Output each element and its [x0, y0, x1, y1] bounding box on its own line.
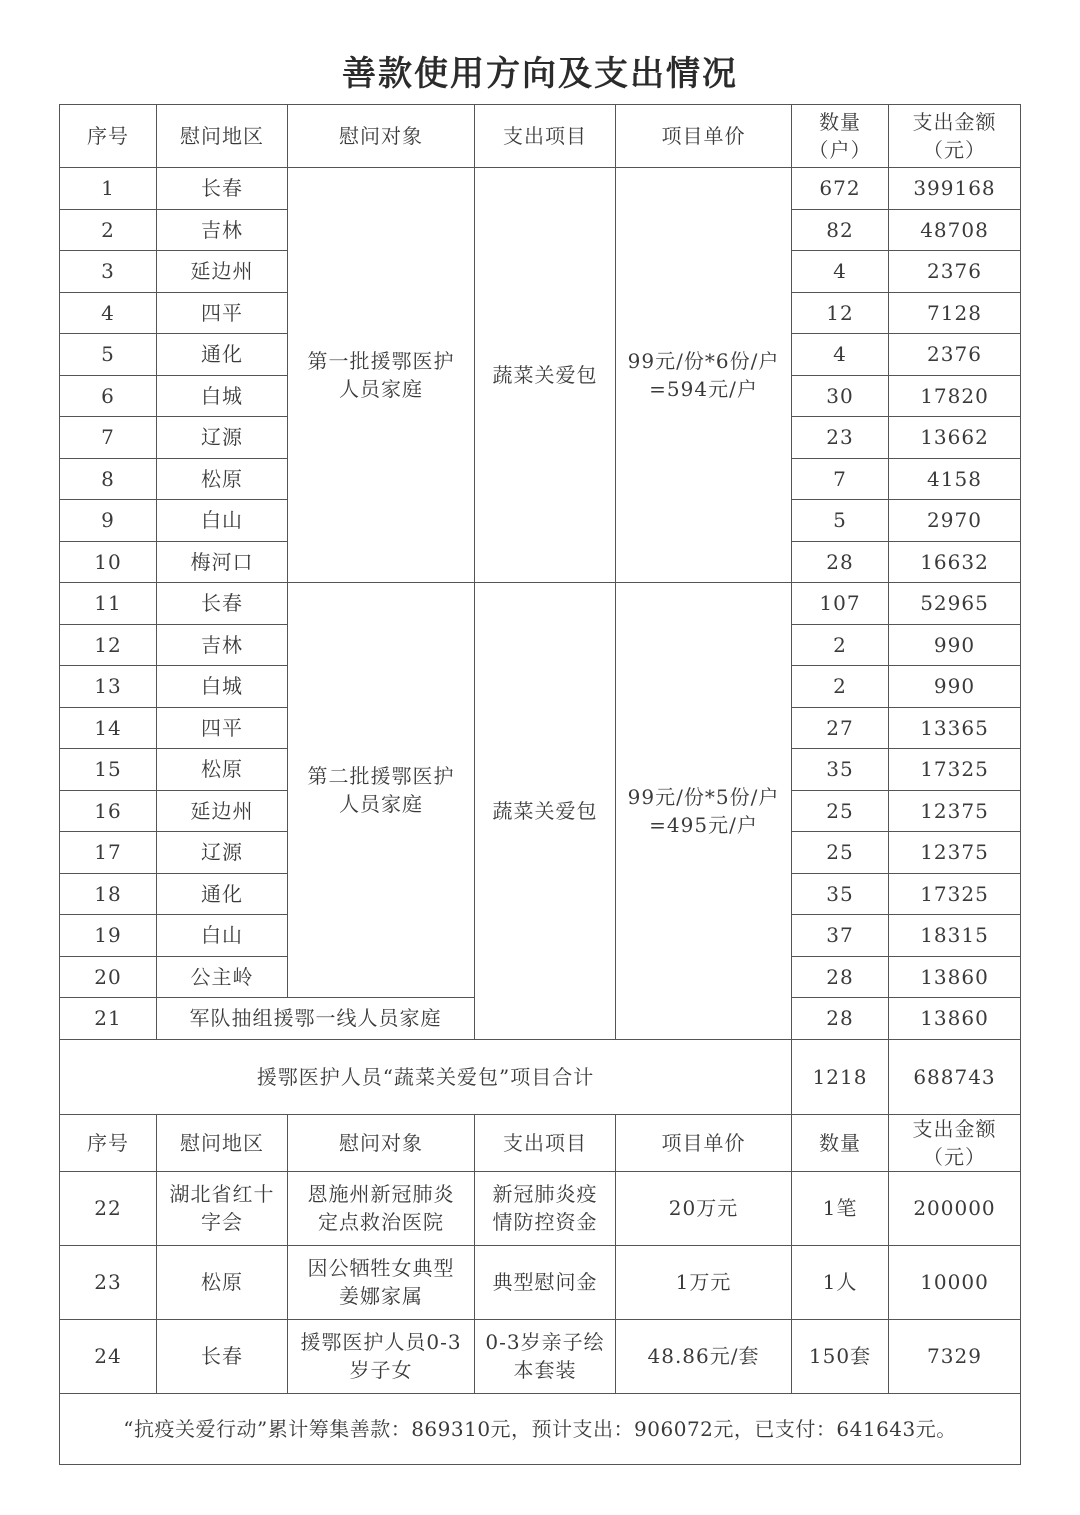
- cell-seq: 24: [60, 1319, 157, 1393]
- cell-amount: 12375: [889, 832, 1021, 874]
- cell-region: 辽源: [157, 832, 288, 874]
- cell-qty: 4: [792, 334, 889, 376]
- cell-item-line2: 情防控资金: [492, 1210, 598, 1234]
- cell-qty: 5: [792, 500, 889, 542]
- group1-price-line2: =594元/户: [649, 377, 758, 401]
- cell-qty: 82: [792, 209, 889, 251]
- group1-price-line1: 99元/份*6份/户: [627, 349, 780, 373]
- subtotal-label: 援鄂医护人员“蔬菜关爱包”项目合计: [60, 1039, 792, 1114]
- cell-target-line2: 定点救治医院: [318, 1210, 444, 1234]
- cell-target-line1: 因公牺牲女典型: [307, 1256, 455, 1280]
- header-price: 项目单价: [616, 105, 792, 168]
- header2-item: 支出项目: [475, 1114, 616, 1171]
- cell-seq: 13: [60, 666, 157, 708]
- cell-target-line1: 援鄂医护人员0-3: [300, 1330, 462, 1354]
- cell-qty: 107: [792, 583, 889, 625]
- cell-price: 20万元: [616, 1171, 792, 1245]
- header-amount-line2: （元）: [923, 138, 986, 162]
- group2-item: 蔬菜关爱包: [475, 583, 616, 1040]
- cell-target-line2: 姜娜家属: [339, 1284, 423, 1308]
- cell-qty: 28: [792, 998, 889, 1040]
- group1-target-line1: 第一批援鄂医护: [307, 349, 455, 373]
- header2-qty: 数量: [792, 1114, 889, 1171]
- cell-amount: 18315: [889, 915, 1021, 957]
- group2-target-line2: 人员家庭: [339, 792, 423, 816]
- cell-qty: 30: [792, 375, 889, 417]
- cell-seq: 7: [60, 417, 157, 459]
- cell-item-line1: 0-3岁亲子绘: [485, 1330, 605, 1354]
- group1-price: [616, 168, 792, 583]
- cell-item: 典型慰问金: [475, 1245, 616, 1319]
- cell-seq: 2: [60, 209, 157, 251]
- cell-qty: 12: [792, 292, 889, 334]
- cell-qty: 7: [792, 458, 889, 500]
- header2-amount-line2: （元）: [923, 1144, 986, 1169]
- cell-region: 松原: [157, 749, 288, 791]
- cell-qty: 37: [792, 915, 889, 957]
- cell-region-line1: 湖北省红十: [169, 1182, 275, 1206]
- cell-seq: 16: [60, 790, 157, 832]
- cell-amount: 13365: [889, 707, 1021, 749]
- cell-seq: 20: [60, 956, 157, 998]
- header-seq: 序号: [60, 105, 157, 168]
- cell-seq: 15: [60, 749, 157, 791]
- cell-amount: 13662: [889, 417, 1021, 459]
- header2-seq: 序号: [60, 1114, 157, 1171]
- table-row: [60, 1171, 1021, 1245]
- cell-region: 松原: [157, 1245, 288, 1319]
- cell-qty: 35: [792, 873, 889, 915]
- cell-seq: 18: [60, 873, 157, 915]
- header2-region: 慰问地区: [157, 1114, 288, 1171]
- cell-seq: 23: [60, 1245, 157, 1319]
- header-qty: [792, 105, 889, 168]
- header-item: 支出项目: [475, 105, 616, 168]
- cell-item-line1: 新冠肺炎疫: [492, 1182, 598, 1206]
- cell-target: [288, 1171, 475, 1245]
- cell-target: [288, 1245, 475, 1319]
- cell-region: 吉林: [157, 624, 288, 666]
- cell-region: [157, 1171, 288, 1245]
- table-row: [60, 1319, 1021, 1393]
- cell-seq: 3: [60, 251, 157, 293]
- cell-amount: 7329: [889, 1319, 1021, 1393]
- cell-amount: 52965: [889, 583, 1021, 625]
- subtotal-qty: 1218: [792, 1039, 889, 1114]
- header2-price: 项目单价: [616, 1114, 792, 1171]
- cell-region: 公主岭: [157, 956, 288, 998]
- cell-region: 松原: [157, 458, 288, 500]
- cell-amount: 17325: [889, 749, 1021, 791]
- cell-qty: 4: [792, 251, 889, 293]
- header2-amount-line1: 支出金额: [912, 1116, 997, 1141]
- group2-target-line1: 第二批援鄂医护: [307, 764, 455, 788]
- cell-seq: 17: [60, 832, 157, 874]
- cell-amount: 17325: [889, 873, 1021, 915]
- cell-seq: 5: [60, 334, 157, 376]
- group2-target: [288, 583, 475, 998]
- cell-region: 四平: [157, 292, 288, 334]
- cell-qty: 1笔: [792, 1171, 889, 1245]
- cell-region: 白山: [157, 500, 288, 542]
- cell-seq: 11: [60, 583, 157, 625]
- cell-qty: 672: [792, 168, 889, 210]
- cell-qty: 35: [792, 749, 889, 791]
- table-row: [60, 583, 1021, 625]
- cell-amount: 990: [889, 624, 1021, 666]
- cell-region: 四平: [157, 707, 288, 749]
- expenditure-table: [59, 104, 1021, 1465]
- cell-region: 通化: [157, 334, 288, 376]
- cell-region-target: 军队抽组援鄂一线人员家庭: [157, 998, 475, 1040]
- header2-amount: [889, 1114, 1021, 1171]
- cell-qty: 2: [792, 624, 889, 666]
- table-header-row: [60, 105, 1021, 168]
- header-region: 慰问地区: [157, 105, 288, 168]
- cell-qty: 27: [792, 707, 889, 749]
- cell-seq: 6: [60, 375, 157, 417]
- header-qty-line2: （户）: [808, 138, 872, 162]
- footer-summary: “抗疫关爱行动”累计筹集善款：869310元，预计支出：906072元，已支付：641643元。: [60, 1393, 1021, 1464]
- group2-price-line2: =495元/户: [649, 812, 758, 837]
- cell-item: [475, 1171, 616, 1245]
- cell-qty: 28: [792, 541, 889, 583]
- group2-price: [616, 583, 792, 1040]
- cell-amount: 10000: [889, 1245, 1021, 1319]
- cell-price: 48.86元/套: [616, 1319, 792, 1393]
- cell-seq: 19: [60, 915, 157, 957]
- header2-target: 慰问对象: [288, 1114, 475, 1171]
- cell-region: 梅河口: [157, 541, 288, 583]
- group1-item: 蔬菜关爱包: [475, 168, 616, 583]
- header-amount-line1: 支出金额: [912, 110, 997, 134]
- header-qty-line1: 数量: [819, 110, 861, 134]
- cell-seq: 1: [60, 168, 157, 210]
- group1-target-line2: 人员家庭: [339, 377, 423, 401]
- header-target: 慰问对象: [288, 105, 475, 168]
- cell-region: 延边州: [157, 251, 288, 293]
- cell-amount: 4158: [889, 458, 1021, 500]
- cell-qty: 23: [792, 417, 889, 459]
- cell-qty: 150套: [792, 1319, 889, 1393]
- subtotal-row: [60, 1039, 1021, 1114]
- cell-seq: 10: [60, 541, 157, 583]
- subtotal-amount: 688743: [889, 1039, 1021, 1114]
- cell-amount: 13860: [889, 956, 1021, 998]
- cell-amount: 7128: [889, 292, 1021, 334]
- cell-region: 通化: [157, 873, 288, 915]
- cell-amount: 13860: [889, 998, 1021, 1040]
- cell-qty: 2: [792, 666, 889, 708]
- cell-target: [288, 1319, 475, 1393]
- cell-qty: 1人: [792, 1245, 889, 1319]
- cell-region: 延边州: [157, 790, 288, 832]
- cell-region: 长春: [157, 583, 288, 625]
- cell-amount: 200000: [889, 1171, 1021, 1245]
- cell-amount: 990: [889, 666, 1021, 708]
- cell-seq: 8: [60, 458, 157, 500]
- cell-seq: 21: [60, 998, 157, 1040]
- cell-amount: 2970: [889, 500, 1021, 542]
- cell-seq: 12: [60, 624, 157, 666]
- cell-target-line1: 恩施州新冠肺炎: [307, 1182, 455, 1206]
- cell-amount: 12375: [889, 790, 1021, 832]
- group1-target: [288, 168, 475, 583]
- cell-price: 1万元: [616, 1245, 792, 1319]
- cell-region: 白城: [157, 375, 288, 417]
- cell-qty: 25: [792, 790, 889, 832]
- cell-amount: 48708: [889, 209, 1021, 251]
- cell-item: [475, 1319, 616, 1393]
- page-title: 善款使用方向及支出情况: [342, 54, 738, 94]
- group2-price-line1: 99元/份*5份/户: [627, 784, 780, 809]
- header-amount: [889, 105, 1021, 168]
- cell-region: 长春: [157, 1319, 288, 1393]
- cell-amount: 2376: [889, 251, 1021, 293]
- cell-seq: 14: [60, 707, 157, 749]
- cell-seq: 4: [60, 292, 157, 334]
- cell-seq: 22: [60, 1171, 157, 1245]
- cell-amount: 17820: [889, 375, 1021, 417]
- cell-region: 白城: [157, 666, 288, 708]
- cell-item-line2: 本套装: [513, 1358, 577, 1382]
- cell-amount: 2376: [889, 334, 1021, 376]
- cell-qty: 28: [792, 956, 889, 998]
- cell-region: 长春: [157, 168, 288, 210]
- footer-row: [60, 1393, 1021, 1464]
- table-row: [60, 168, 1021, 210]
- cell-seq: 9: [60, 500, 157, 542]
- cell-region: 吉林: [157, 209, 288, 251]
- cell-target-line2: 岁子女: [349, 1358, 413, 1382]
- cell-region: 白山: [157, 915, 288, 957]
- cell-qty: 25: [792, 832, 889, 874]
- table-header-row-2: [60, 1114, 1021, 1171]
- table-row: [60, 1245, 1021, 1319]
- cell-region-line2: 字会: [201, 1210, 243, 1234]
- cell-amount: 399168: [889, 168, 1021, 210]
- cell-region: 辽源: [157, 417, 288, 459]
- cell-amount: 16632: [889, 541, 1021, 583]
